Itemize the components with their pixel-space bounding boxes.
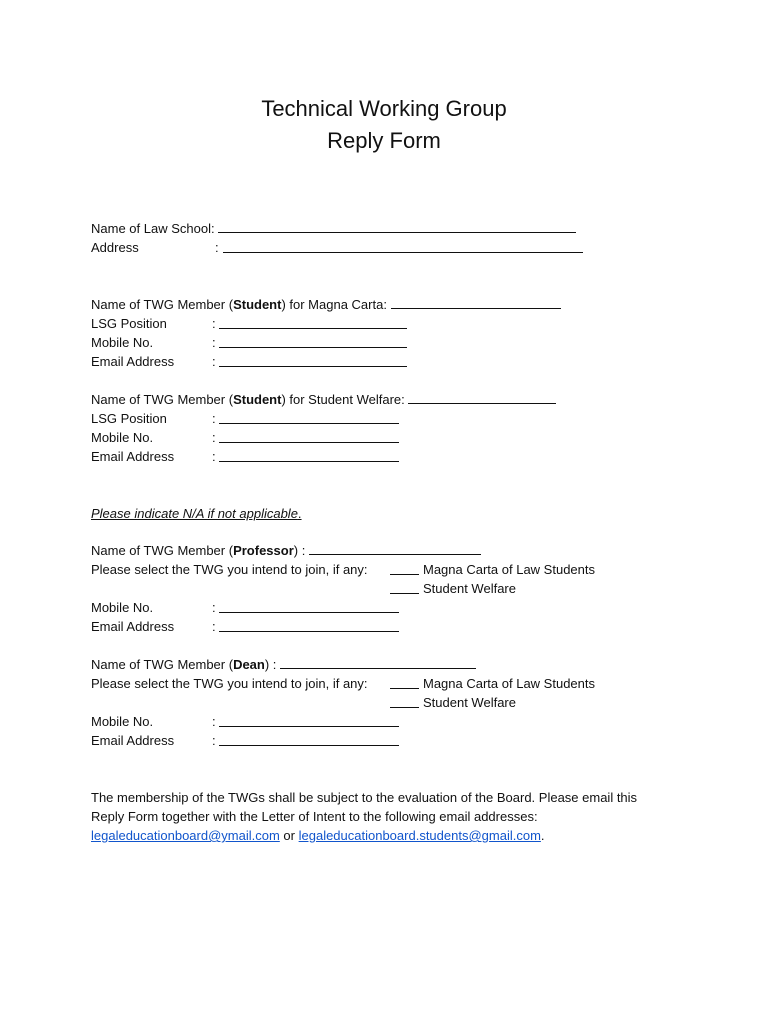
email-link-ymail[interactable]: legaleducationboard@ymail.com — [91, 828, 280, 843]
professor-email-row — [91, 617, 216, 636]
dean-email-row — [91, 731, 216, 750]
dean-name-field[interactable] — [280, 656, 476, 669]
colon: : — [212, 600, 216, 615]
na-note: Please indicate N/A if not applicable — [91, 506, 298, 521]
name-suffix: ) for Magna Carta: — [281, 297, 387, 312]
student-magna-mobile-field[interactable] — [219, 335, 407, 348]
student-welfare-email-row — [91, 447, 216, 466]
dean-select-row — [91, 674, 595, 693]
option-magna-carta: Magna Carta of Law Students — [423, 562, 595, 577]
email-label: Email Address — [91, 619, 175, 634]
role-label: Student — [233, 297, 282, 312]
name-suffix: ) for Student Welfare: — [281, 392, 405, 407]
name-prefix: Name of TWG Member ( — [91, 543, 234, 558]
role-label: Professor — [233, 543, 294, 558]
student-welfare-email-field[interactable] — [219, 449, 399, 462]
lsg-label: LSG Position — [91, 316, 167, 331]
na-note-period: . — [297, 506, 302, 521]
mobile-label: Mobile No. — [91, 600, 154, 615]
student-welfare-lsg-row — [91, 409, 216, 428]
email-label: Email Address — [91, 354, 175, 369]
name-suffix: ) : — [293, 543, 306, 558]
name-prefix: Name of TWG Member ( — [91, 297, 234, 312]
professor-mobile-row — [91, 598, 216, 617]
form-title-line1: Technical Working Group — [261, 96, 507, 121]
form-title-line2: Reply Form — [327, 128, 441, 153]
option-magna-carta: Magna Carta of Law Students — [423, 676, 595, 691]
student-welfare-name-field[interactable] — [408, 391, 556, 404]
professor-select-row — [91, 560, 595, 579]
colon: : — [212, 335, 216, 350]
name-prefix: Name of TWG Member ( — [91, 392, 234, 407]
professor-option2-blank[interactable] — [390, 581, 419, 594]
email-link-gmail[interactable]: legaleducationboard.students@gmail.com — [298, 828, 541, 843]
professor-name-row — [91, 541, 481, 560]
student-magna-lsg-field[interactable] — [219, 316, 407, 329]
student-magna-email-row — [91, 352, 216, 371]
footer-line2: Reply Form together with the Letter of Intent to the following email addresses: — [91, 809, 538, 824]
professor-name-field[interactable] — [309, 542, 481, 555]
lsg-label: LSG Position — [91, 411, 167, 426]
professor-mobile-field[interactable] — [219, 600, 399, 613]
select-label: Please select the TWG you intend to join, if any: — [91, 562, 368, 577]
footer-line1: The membership of the TWGs shall be subject to the evaluation of the Board. Please email this — [91, 790, 638, 805]
law-school-label: Name of Law School: — [91, 221, 215, 236]
student-welfare-mobile-field[interactable] — [219, 430, 399, 443]
dean-mobile-field[interactable] — [219, 714, 399, 727]
mobile-label: Mobile No. — [91, 714, 154, 729]
name-prefix: Name of TWG Member ( — [91, 657, 234, 672]
student-magna-lsg-row — [91, 314, 216, 333]
colon: : — [212, 619, 216, 634]
role-label: Student — [233, 392, 282, 407]
dean-email-field[interactable] — [219, 733, 399, 746]
select-label: Please select the TWG you intend to join, if any: — [91, 676, 368, 691]
colon: : — [212, 714, 216, 729]
footer-period: . — [540, 828, 545, 843]
option-student-welfare: Student Welfare — [423, 695, 516, 710]
email-label: Email Address — [91, 449, 175, 464]
dean-name-row — [91, 655, 476, 674]
mobile-label: Mobile No. — [91, 430, 154, 445]
role-label: Dean — [233, 657, 265, 672]
dean-option1-blank[interactable] — [390, 676, 419, 689]
colon: : — [212, 316, 216, 331]
colon: : — [212, 733, 216, 748]
student-welfare-lsg-field[interactable] — [219, 411, 399, 424]
address-row — [91, 238, 219, 257]
student-magna-email-field[interactable] — [219, 354, 407, 367]
dean-mobile-row — [91, 712, 216, 731]
address-label: Address — [91, 240, 139, 255]
colon: : — [212, 354, 216, 369]
student-magna-mobile-row — [91, 333, 216, 352]
dean-option2-blank[interactable] — [390, 695, 419, 708]
professor-option1-blank[interactable] — [390, 562, 419, 575]
na-note-row — [91, 504, 302, 523]
colon: : — [212, 430, 216, 445]
colon: : — [215, 240, 219, 255]
email-label: Email Address — [91, 733, 175, 748]
student-welfare-name-row — [91, 390, 556, 409]
name-suffix: ) : — [264, 657, 277, 672]
or-text: or — [279, 828, 299, 843]
colon: : — [212, 449, 216, 464]
address-field[interactable] — [223, 240, 583, 253]
student-welfare-mobile-row — [91, 428, 216, 447]
colon: : — [212, 411, 216, 426]
student-magna-name-row — [91, 295, 561, 314]
law-school-field[interactable] — [218, 220, 576, 233]
option-student-welfare: Student Welfare — [423, 581, 516, 596]
law-school-row — [91, 219, 576, 238]
student-magna-name-field[interactable] — [391, 296, 561, 309]
footer-line3 — [91, 826, 545, 845]
mobile-label: Mobile No. — [91, 335, 154, 350]
professor-email-field[interactable] — [219, 619, 399, 632]
